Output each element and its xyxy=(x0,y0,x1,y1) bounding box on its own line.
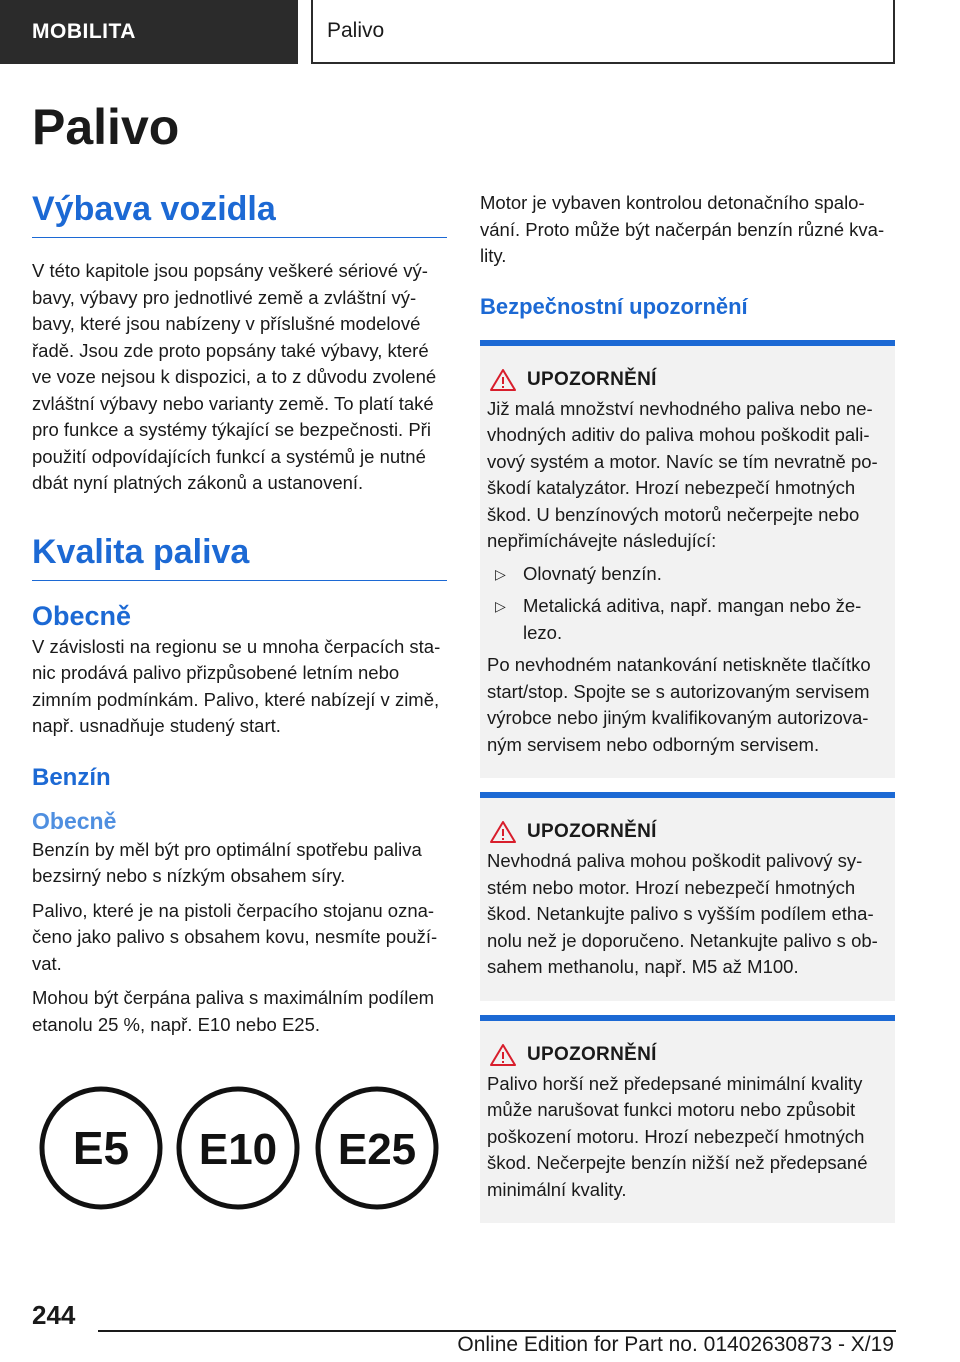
warning-text: Již malá množství nevhodného paliva nebo ne-vhodných aditiv do paliva mohou poškodit pali-vový systém a motor. Navíc se tím nevratně po-škodí katalyzátor. Hrozí nebezpečí hmotných škod. U benzínových motorů nečerpejte nebo nepřimíchávejte následující: xyxy=(487,397,878,551)
fuel-sign-e25-label: E25 xyxy=(337,1125,417,1174)
paragraph-general: V závislosti na regionu se u mnoha čerpacích sta-nic prodává palivo přizpůsobené letním nebo zimním podmínkám. Palivo, které nabízejí v zimě, např. usnadňuje studený start. xyxy=(32,635,441,736)
warning-title: UPOZORNĚNÍ xyxy=(527,821,657,842)
paragraph-petrol-metal: Palivo, které je na pistoli čerpacího stojanu ozna-čeno jako palivo s obsahem kovu, nesmíte použí-vat. xyxy=(32,899,438,974)
warning-box-ethanol xyxy=(480,792,895,1001)
heading-fuel-quality: Kvalita paliva xyxy=(32,533,447,581)
fuel-sign-e5 xyxy=(42,1089,160,1207)
footer-divider xyxy=(98,1330,896,1332)
warning-box-fuel-additives xyxy=(480,340,895,779)
fuel-sign-e25 xyxy=(318,1089,436,1207)
warning-title: UPOZORNĚNÍ xyxy=(527,1043,657,1065)
list-item-text: Olovnatý benzín. xyxy=(523,562,662,584)
warning-title: UPOZORNĚNÍ xyxy=(527,368,657,390)
warning-bullet-list xyxy=(487,561,887,647)
warning-triangle-icon xyxy=(489,820,517,844)
list-item-text: Metalická aditiva, např. mangan nebo že-lezo. xyxy=(523,595,862,643)
page-number: 244 xyxy=(32,1300,76,1330)
header-section-text: MOBILITA xyxy=(32,20,136,43)
bullet-triangle-icon: ▷ xyxy=(495,598,506,614)
fuel-signs-figure xyxy=(32,1086,447,1210)
left-column xyxy=(32,190,447,1038)
header-chapter-label xyxy=(311,0,895,64)
paragraph-knock-control: Motor je vybaven kontrolou detonačního spalo-vání. Proto může být načerpán benzín různé kva-lity. xyxy=(480,192,885,266)
right-column xyxy=(480,190,895,1223)
fuel-sign-e5-label: E5 xyxy=(72,1122,130,1174)
fuel-sign-e10-label: E10 xyxy=(198,1125,278,1174)
paragraph-petrol-ethanol: Mohou být čerpána paliva s maximálním podílem etanolu 25 %, např. E10 nebo E25. xyxy=(32,987,435,1035)
fuel-sign-e10 xyxy=(179,1089,297,1207)
warning-header xyxy=(487,1043,887,1067)
heading-petrol-general: Obecně xyxy=(32,807,117,834)
paragraph-equipment: V této kapitole jsou popsány veškeré sériové vý-bavy, výbavy pro jednotlivé země a zvláštní vý-bavy, které jsou nabízeny v příslušné modelové řadě. Jsou zde proto popsány také výbavy, které ve voze nejsou k dispozici, a to z důvodu zvolené zvláštní výbavy nebo varianty země. To platí také pro funkce a systémy týkající se bezpečnosti. Při použití odpovídajících funkcí a systémů je nutné dbát nyní platných zákonů a ustanovení. xyxy=(32,260,437,493)
heading-safety-notes: Bezpečnostní upozornění xyxy=(480,293,748,319)
footer-edition: Online Edition for Part no. 01402630873 - X/19 xyxy=(457,1333,894,1356)
warning-text: Nevhodná paliva mohou poškodit palivový sy-stém nebo motor. Hrozí nebezpečí hmotných škod. Netankujte palivo s vyšším podílem etha-nolu než je doporučeno. Netankujte palivo s ob-sahem methanolu, např. M5 až M100. xyxy=(487,850,878,977)
bullet-triangle-icon: ▷ xyxy=(495,565,506,582)
paragraph-petrol-sulfur: Benzín by měl být pro optimální spotřebu paliva bezsirný nebo s nízkým obsahem síry. xyxy=(32,838,422,886)
warning-triangle-icon xyxy=(489,368,517,392)
heading-petrol: Benzín xyxy=(32,763,111,791)
list-item xyxy=(487,561,887,588)
heading-vehicle-equipment: Výbava vozidla xyxy=(32,190,447,238)
warning-header xyxy=(487,368,887,392)
warning-text: Palivo horší než předepsané minimální kvality může narušovat funkci motoru nebo způsobit poškození motoru. Hrozí nebezpečí hmotných škod. Nečerpejte benzín nižší než předepsané minimální kvality. xyxy=(487,1072,868,1200)
header-chapter-text: Palivo xyxy=(327,19,385,42)
heading-general: Obecně xyxy=(32,600,132,631)
page-title: Palivo xyxy=(32,99,180,155)
warning-box-min-quality xyxy=(480,1015,895,1224)
list-item xyxy=(487,593,887,646)
header-section-label xyxy=(0,0,298,64)
warning-triangle-icon xyxy=(489,1043,517,1067)
warning-text-after: Po nevhodném natankování netiskněte tlačítko start/stop. Spojte se s autorizovaným servisem výrobce nebo jiným kvalifikovaným autorizova-ným servisem nebo odborným servisem. xyxy=(487,654,871,755)
warning-header xyxy=(487,820,887,844)
